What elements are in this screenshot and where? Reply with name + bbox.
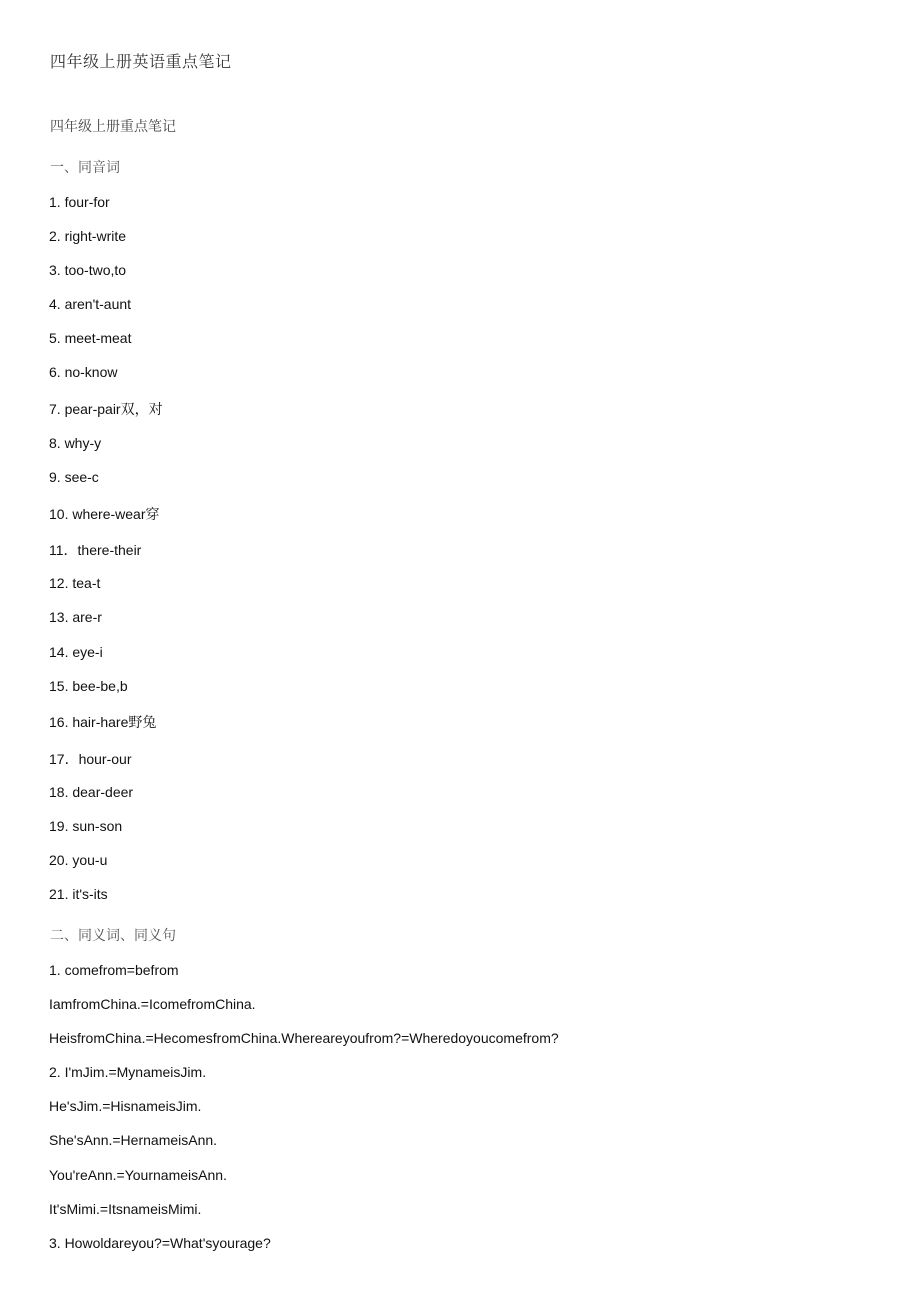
synonym-line: HeisfromChina.=HecomesfromChina.Whereareyoufrom?=Wheredoyoucomefrom? <box>49 1030 559 1046</box>
synonym-line: He'sJim.=HisnameisJim. <box>49 1098 202 1114</box>
homophone-item: 21. it's-its <box>49 886 108 902</box>
homophone-item: 5. meet-meat <box>49 330 132 346</box>
synonym-line: It'sMimi.=ItsnameisMimi. <box>49 1201 202 1217</box>
homophone-item: 16. hair-hare野兔 <box>49 714 157 730</box>
homophone-item: 3. too-two,to <box>49 262 127 278</box>
homophone-item: 11．there-their <box>49 542 142 558</box>
homophone-item: 17．hour-our <box>49 751 132 767</box>
homophone-item: 13. are-r <box>49 609 102 625</box>
homophone-item: 2. right-write <box>49 228 127 244</box>
homophone-item: 9. see-c <box>49 469 99 485</box>
homophone-item: 18. dear-deer <box>49 784 134 800</box>
homophone-item: 8. why-y <box>49 435 102 451</box>
synonym-line: 1. comefrom=befrom <box>49 962 179 978</box>
synonym-line: 3. Howoldareyou?=What'syourage? <box>49 1235 271 1251</box>
synonym-line: IamfromChina.=IcomefromChina. <box>49 996 256 1012</box>
document-subtitle: 四年级上册重点笔记 <box>50 118 176 134</box>
synonym-line: 2. I'mJim.=MynameisJim. <box>49 1064 207 1080</box>
synonym-line: You'reAnn.=YournameisAnn. <box>49 1167 227 1183</box>
section-heading-homophones: 一、同音词 <box>50 159 120 175</box>
section-heading-synonyms: 二、同义词、同义句 <box>50 927 176 943</box>
document-title: 四年级上册英语重点笔记 <box>50 54 232 71</box>
homophone-item: 15. bee-be,b <box>49 678 128 694</box>
synonym-line: She'sAnn.=HernameisAnn. <box>49 1132 218 1148</box>
homophone-item: 20. you-u <box>49 852 108 868</box>
homophone-item: 14. eye-i <box>49 644 103 660</box>
homophone-item: 19. sun-son <box>49 818 123 834</box>
homophone-item: 4. aren't-aunt <box>49 296 132 312</box>
homophone-item: 10. where-wear穿 <box>49 506 160 522</box>
homophone-item: 12. tea-t <box>49 575 101 591</box>
homophone-item: 1. four-for <box>49 194 110 210</box>
homophone-item: 6. no-know <box>49 364 118 380</box>
homophone-item: 7. pear-pair双，对 <box>49 401 163 417</box>
